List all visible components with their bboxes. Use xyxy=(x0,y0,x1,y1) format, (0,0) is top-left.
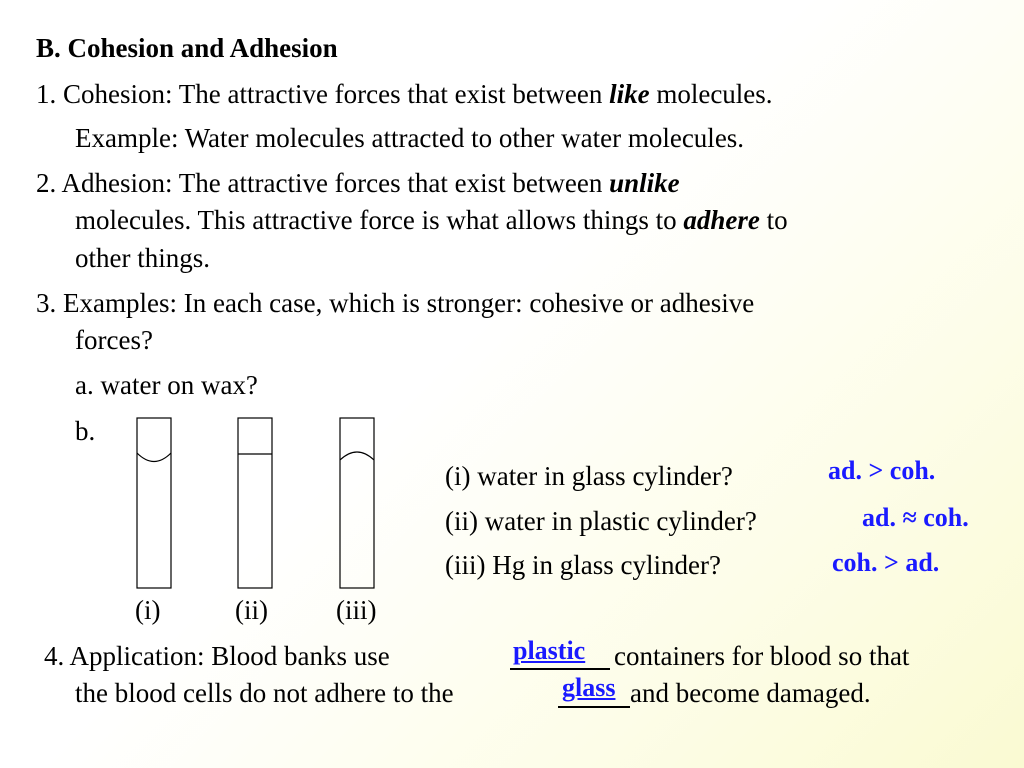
tube-label-i: (i) xyxy=(135,595,161,625)
cylinder-ii xyxy=(238,418,272,588)
cylinder-iii xyxy=(340,418,374,588)
item2-emphasis2: adhere xyxy=(683,205,760,235)
item4-line1-prefix: 4. Application: Blood banks use xyxy=(44,641,390,671)
item2-emphasis: unlike xyxy=(609,168,680,198)
item3-line2: forces? xyxy=(75,325,153,355)
question-ii: (ii) water in plastic cylinder? xyxy=(445,506,757,536)
blank-answer-plastic: plastic xyxy=(513,636,586,665)
item3-line1: 3. Examples: In each case, which is stronger: cohesive or adhesive xyxy=(36,288,755,318)
item1-suffix: molecules. xyxy=(649,79,773,109)
page-title: B. Cohesion and Adhesion xyxy=(36,33,338,63)
item4-line1-suffix: containers for blood so that xyxy=(614,641,910,671)
question-i: (i) water in glass cylinder? xyxy=(445,461,733,491)
item2-line2-prefix: molecules. This attractive force is what allows things to xyxy=(75,205,684,235)
blank-underline-1 xyxy=(510,668,610,670)
answer-ii: ad. ≈ coh. xyxy=(862,503,969,532)
item4-line2-suffix: and become damaged. xyxy=(630,678,871,708)
cylinder-i xyxy=(137,418,171,588)
tube-label-iii: (iii) xyxy=(336,595,377,625)
item1-definition xyxy=(36,78,773,110)
item2-line2-suffix: to xyxy=(759,205,788,235)
blank-answer-glass: glass xyxy=(562,673,616,702)
item1-emphasis: like xyxy=(609,79,650,109)
question-iii: (iii) Hg in glass cylinder? xyxy=(445,550,721,580)
answer-iii: coh. > ad. xyxy=(832,548,940,577)
item2-line2 xyxy=(75,204,788,236)
item2-prefix: 2. Adhesion: The attractive forces that exist between xyxy=(36,168,610,198)
blank-underline-2 xyxy=(558,706,630,708)
item3-a: a. water on wax? xyxy=(75,370,258,400)
item1-prefix: 1. Cohesion: The attractive forces that exist between xyxy=(36,79,610,109)
tube-label-ii: (ii) xyxy=(235,595,268,625)
item1-example: Example: Water molecules attracted to other water molecules. xyxy=(75,123,745,153)
item3-b: b. xyxy=(75,416,96,446)
answer-i: ad. > coh. xyxy=(828,456,936,485)
item2-definition xyxy=(36,167,680,199)
item2-line3: other things. xyxy=(75,243,210,273)
cylinder-diagram xyxy=(130,412,390,594)
item4-line2-prefix: the blood cells do not adhere to the xyxy=(75,678,454,708)
